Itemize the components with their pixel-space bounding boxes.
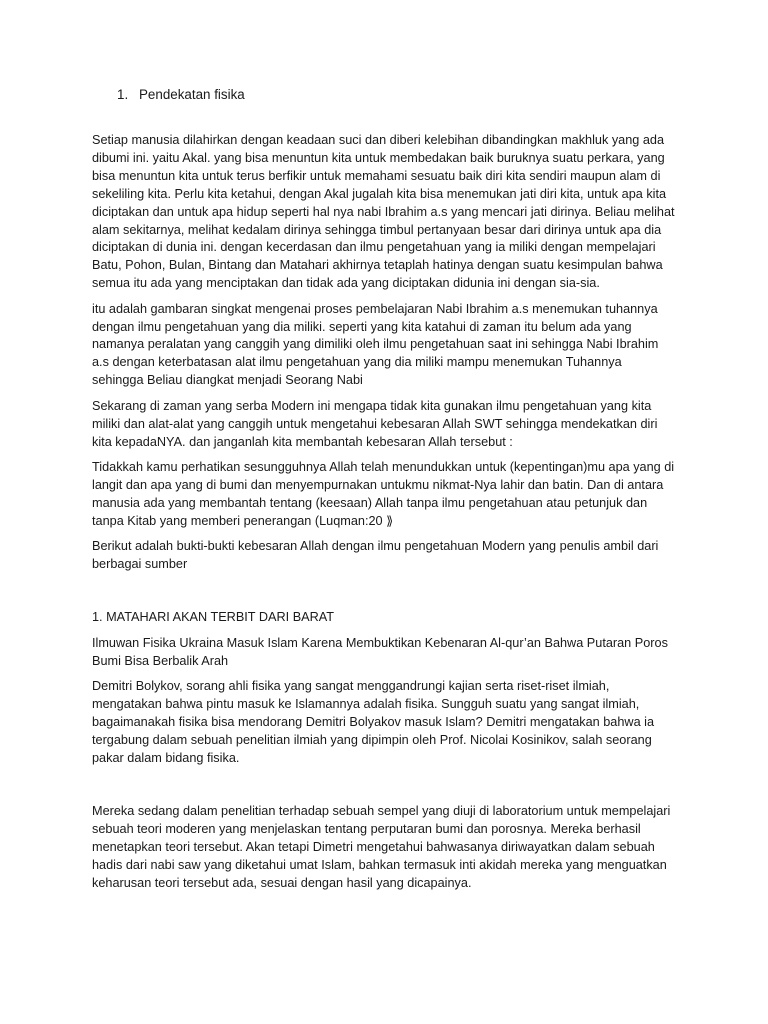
document-body bbox=[92, 132, 676, 900]
section-heading bbox=[117, 86, 245, 104]
subheading-matahari: 1. MATAHARI AKAN TERBIT DARI BARAT bbox=[92, 610, 335, 625]
paragraph-evidence: Berikut adalah bukti-bukti kebesaran Allah dengan ilmu pengetahuan Modern yang penulis ambil dari berbagai sumber bbox=[92, 539, 659, 571]
paragraph-headline: Ilmuwan Fisika Ukraina Masuk Islam Karena Membuktikan Kebenaran Al-qur’an Bahwa Putaran Poros Bumi Bisa Berbalik Arah bbox=[92, 635, 668, 668]
paragraph-ibrahim: itu adalah gambaran singkat mengenai proses pembelajaran Nabi Ibrahim a.s menemukan tuhannya dengan ilmu pengetahuan yang dia miliki. seperti yang kita katahui di zaman itu belum ada yang namanya peralatan yang canggih yang dimiliki oleh ilmu pengetahuan saat ini sehingga Nabi Ibrahim a.s dengan keterbatasan alat ilmu pengetahuan yang dia miliki mampu menemukan Tuhannya sehingga Beliau diangkat menjadi Seorang Nabi bbox=[92, 301, 659, 388]
paragraph-research: Mereka sedang dalam penelitian terhadap sebuah sempel yang diuji di laboratorium untuk mempelajari sebuah teori moderen yang menjelaskan tentang perputaran bumi dan porosnya. Mereka berhasil menetapkan teori tersebut. Akan tetapi Dimetri mengetahui bahwasanya diriwayatkan dalam sebuah hadis dari nabi saw yang diketahui umat Islam, bahkan termasuk inti akidah mereka yang menguatkan keharusan teori tersebut ada, sesuai dengan hasil yang dicapainya. bbox=[92, 804, 671, 890]
paragraph-quote: Tidakkah kamu perhatikan sesungguhnya Allah telah menundukkan untuk (kepentingan)mu apa yang di langit dan apa yang di bumi dan menyempurnakan untukmu nikmat-Nya lahir dan batin. Dan di antara manusia ada yang membantah tentang (keesaan) Allah tanpa ilmu pengetahuan atau petunjuk dan tanpa Kitab yang memberi penerangan (Luqman:20 ⟫ bbox=[92, 459, 675, 528]
heading-number: 1. bbox=[117, 87, 129, 102]
paragraph-demitri: Demitri Bolykov, sorang ahli fisika yang sangat menggandrungi kajian serta riset-riset ilmiah, mengatakan bahwa pintu masuk ke Islamannya adalah fisika. Sungguh suatu yang sangat ilmiah, bagaimanakah fisika bisa mendorang Demitri Bolyakov masuk Islam? Demitri mengatakan bahwa ia tergabung dalam sebuah penelitian ilmiah yang dipimpin oleh Prof. Nicolai Kosinikov, salah seorang pakar dalam bidang fisika. bbox=[92, 679, 655, 765]
heading-title: Pendekatan fisika bbox=[139, 87, 245, 102]
spacer bbox=[92, 581, 676, 609]
paragraph-intro: Setiap manusia dilahirkan dengan keadaan suci dan diberi kelebihan dibandingkan makhluk yang ada dibumi ini. yaitu Akal. yang bisa menuntun kita untuk membedakan baik buruknya suatu perkara, yang bisa menuntun kita untuk terus berfikir untuk memahami sesuatu baik diri kita sendiri maupun alam di sekeliling kita. Perlu kita ketahui, dengan Akal jugalah kita bisa menemukan jati diri kita, untuk apa kita diciptakan dan untuk apa hidup seperti hal nya nabi Ibrahim a.s yang mencari jati dirinya. Beliau melihat alam sekitarnya, melihat kedalam dirinya sehingga timbul pertanyaan besar dari dirinya untuk apa dia diciptakan di dunia ini. dengan kecerdasan dan ilmu pengetahuan yang ia miliki dengan mempelajari Batu, Pohon, Bulan, Bintang dan Matahari akhirnya tetaplah hatinya dengan suatu kesimpulan bahwa semua itu ada yang menciptakan dan tidak ada yang diciptakan didunia ini dengan sia-sia. bbox=[92, 133, 675, 291]
paragraph-modern: Sekarang di zaman yang serba Modern ini mengapa tidak kita gunakan ilmu pengetahuan yang kita miliki dan alat-alat yang canggih untuk mengetahui kebesaran Allah SWT sehingga mendekatkan diri kita kepadaNYA. dan janganlah kita membantah kebesaran Allah tersebut : bbox=[92, 398, 658, 449]
spacer bbox=[92, 775, 676, 803]
